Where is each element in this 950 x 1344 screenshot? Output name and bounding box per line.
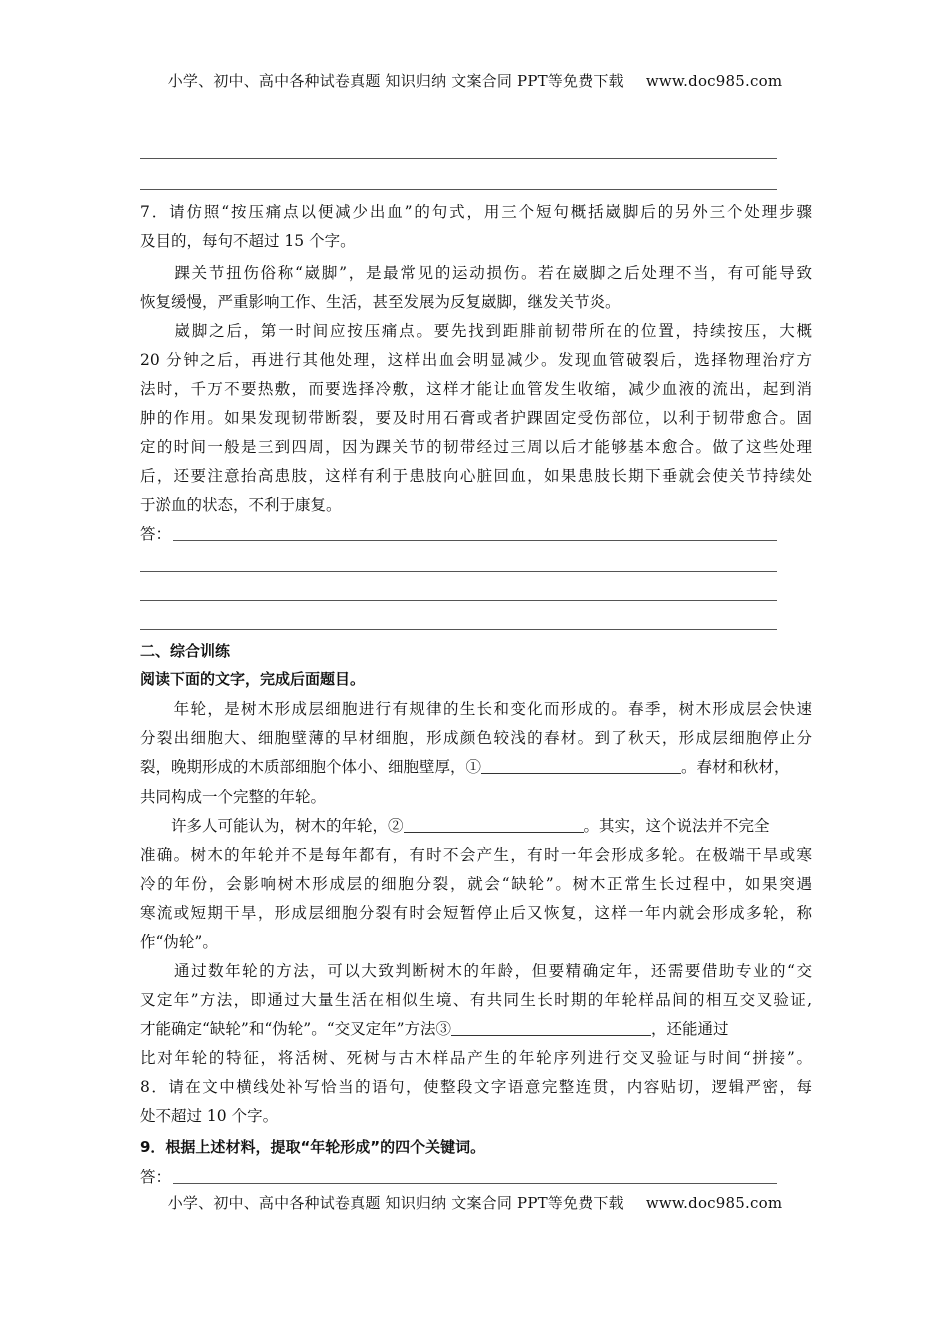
footer-url: www.doc985.com xyxy=(645,1194,783,1212)
q7-passage-p2-line-1: 崴脚之后，第一时间应按压痛点。要先找到距腓前韧带所在的位置，持续按压，大概 xyxy=(140,322,812,340)
passage-p2-line-1-end: 。其实，这个说法并不完全 xyxy=(583,817,770,835)
q7-passage-p2-line-3: 法时，千万不要热敷，而要选择冷敷，这样才能让血管发生收缩，减少血液的流出，起到消 xyxy=(140,380,812,398)
header-text: 小学、初中、高中各种试卷真题 知识归纳 文案合同 PPT等免费下载 xyxy=(167,72,624,90)
q9-answer-label: 答： xyxy=(140,1168,172,1186)
header-url: www.doc985.com xyxy=(645,72,783,90)
passage-p3-line-4: 比对年轮的特征，将活树、死树与古木样品产生的年轮序列进行交叉验证与时间“拼接”。 xyxy=(140,1049,812,1067)
passage-p1-line-4: 共同构成一个完整的年轮。 xyxy=(140,788,327,806)
passage-p1-line-3-start: 裂，晚期形成的木质部细胞个体小、细胞壁厚，① xyxy=(140,758,482,776)
blank-1-input[interactable] xyxy=(481,759,681,774)
q7-answer-line[interactable] xyxy=(140,571,777,572)
passage-p2-line-4: 寒流或短期干旱，形成层细胞分裂有时会短暂停止后又恢复，这样一年内就会形成多轮，称 xyxy=(140,904,812,922)
q7-passage-p2-line-5: 定的时间一般是三到四周，因为踝关节的韧带经过三周以后才能够基本愈合。做了这些处理 xyxy=(140,438,812,456)
q7-passage-p2-line-4: 肿的作用。如果发现韧带断裂，要及时用石膏或者护踝固定受伤部位，以利于韧带愈合。固 xyxy=(140,409,812,427)
answer-line[interactable] xyxy=(140,189,777,190)
page-footer xyxy=(0,1192,950,1213)
passage-p2-line-2: 准确。树木的年轮并不是每年都有，有时不会产生，有时一年会形成多轮。在极端干旱或寒 xyxy=(140,846,812,864)
passage-p3-line-3-end: ，还能通过 xyxy=(651,1020,729,1038)
q9-answer-line[interactable] xyxy=(173,1183,777,1184)
passage-p3-line-3 xyxy=(140,1017,812,1039)
q7-answer-line[interactable] xyxy=(140,600,777,601)
footer-text: 小学、初中、高中各种试卷真题 知识归纳 文案合同 PPT等免费下载 xyxy=(167,1194,624,1212)
passage-p2-line-1-start: 许多人可能认为，树木的年轮，② xyxy=(140,817,404,835)
q7-passage-p2-line-7: 于淤血的状态，不利于康复。 xyxy=(140,496,342,514)
q8-prompt-line-2: 处不超过 10 个字。 xyxy=(140,1107,279,1125)
q7-prompt-line-1: 7．请仿照“按压痛点以便减少出血”的句式，用三个短句概括崴脚后的另外三个处理步骤 xyxy=(140,203,812,221)
passage-p1-line-3 xyxy=(140,755,812,777)
q7-answer-label: 答： xyxy=(140,525,172,543)
q7-passage-p2-line-6: 后，还要注意抬高患肢，这样有利于患肢向心脏回血，如果患肢长期下垂就会使关节持续处 xyxy=(140,467,812,485)
answer-line[interactable] xyxy=(140,158,777,159)
q7-passage-p2-line-2: 20 分钟之后，再进行其他处理，这样出血会明显减少。发现血管破裂后，选择物理治疗方 xyxy=(140,351,812,369)
q7-answer-line[interactable] xyxy=(173,540,777,541)
passage-p3-line-1: 通过数年轮的方法，可以大致判断树木的年龄，但要精确定年，还需要借助专业的“交 xyxy=(140,962,812,980)
passage-p2-line-1 xyxy=(140,814,812,836)
passage-p1-line-2: 分裂出细胞大、细胞壁薄的早材细胞，形成颜色较浅的春材。到了秋天，形成层细胞停止分 xyxy=(140,729,812,747)
passage-p3-line-2: 叉定年”方法，即通过大量生活在相似生境、有共同生长时期的年轮样品间的相互交叉验证, xyxy=(140,991,812,1009)
q7-passage-p1-line-1: 踝关节扭伤俗称“崴脚”，是最常见的运动损伤。若在崴脚之后处理不当，有可能导致 xyxy=(140,264,812,282)
q7-answer-line[interactable] xyxy=(140,629,777,630)
section-title: 二、综合训练 xyxy=(140,642,231,660)
blank-2-input[interactable] xyxy=(404,818,584,833)
q8-prompt-line-1: 8．请在文中横线处补写恰当的语句，使整段文字语意完整连贯，内容贴切，逻辑严密，每 xyxy=(140,1078,812,1096)
q9-prompt: 9．根据上述材料，提取“年轮形成”的四个关键词。 xyxy=(140,1138,486,1156)
passage-p2-line-3: 冷的年份，会影响树木形成层的细胞分裂，就会“缺轮”。树木正常生长过程中，如果突遇 xyxy=(140,875,812,893)
section-instruction: 阅读下面的文字，完成后面题目。 xyxy=(140,670,366,688)
passage-p1-line-1: 年轮，是树木形成层细胞进行有规律的生长和变化而形成的。春季，树木形成层会快速 xyxy=(140,700,812,718)
passage-p3-line-3-start: 才能确定“缺轮”和“伪轮”。“交叉定年”方法③ xyxy=(140,1020,452,1038)
q7-prompt-line-2: 及目的，每句不超过 15 个字。 xyxy=(140,232,356,250)
page-header-top xyxy=(0,70,950,91)
passage-p2-line-5: 作“伪轮”。 xyxy=(140,933,218,951)
passage-p1-line-3-end: 。春材和秋材， xyxy=(681,758,790,776)
q7-passage-p1-line-2: 恢复缓慢，严重影响工作、生活，甚至发展为反复崴脚，继发关节炎。 xyxy=(140,293,621,311)
blank-3-input[interactable] xyxy=(451,1021,651,1036)
